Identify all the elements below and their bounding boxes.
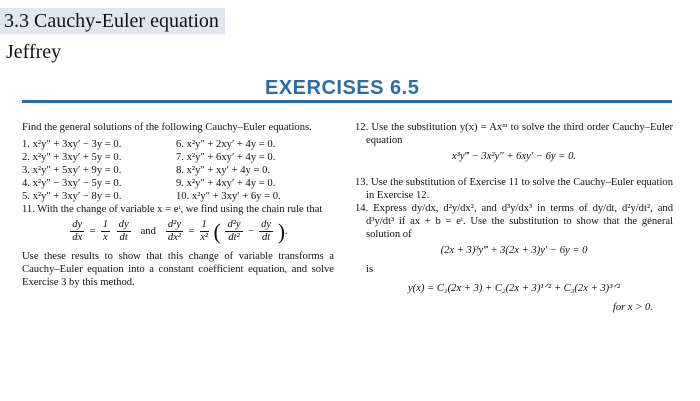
exercise-item: 6. x²y″ + 2xy′ + 4y = 0. bbox=[176, 139, 276, 150]
exercise-item: 10. x²y″ + 3xy′ + 6y = 0. bbox=[176, 191, 281, 202]
exercise-list-1-10 bbox=[22, 138, 334, 203]
exercise-item: 2. x²y″ + 3xy′ + 5y = 0. bbox=[22, 152, 122, 163]
exercise-row bbox=[22, 177, 334, 190]
exercise-row bbox=[22, 151, 334, 164]
fraction: $\frac{dy}{dt}$ bbox=[261, 219, 272, 243]
exercise-item: 3. x²y″ + 5xy′ + 9y = 0. bbox=[22, 165, 122, 176]
chain-rule-formula: $\frac{dy}{dx}$ = $\frac{1}{x}$ $\frac{dy}{dt}$ and $\frac{\text{d²y}}{\text{dx²}}$ = $\frac{1}{\text{x²}}$ ( $\frac{\text{d²y}}{\text{dt²}}$ − $\frac{dy}{dt}$ ). bbox=[72, 219, 288, 244]
exercise-11-continued: Use these results to show that this change of variable transforms a Cauchy–Euler equation into a constant coefficient equation, and solve Exercise 3 by this method. bbox=[22, 251, 334, 288]
fraction: $\frac{\text{d²y}}{\text{dt²}}$ bbox=[227, 219, 241, 243]
exercise-item: 5. x²y″ + 3xy′ − 8y = 0. bbox=[22, 191, 122, 202]
exercise-11: 11. With the change of variable x = eᵗ, we find using the chain rule that bbox=[22, 204, 323, 215]
fraction: $\frac{dy}{dt}$ bbox=[118, 219, 129, 243]
fraction: $\frac{\text{d²y}}{\text{dx²}}$ bbox=[167, 219, 182, 243]
left-column bbox=[22, 121, 334, 293]
exercise-row bbox=[22, 138, 334, 151]
exercise-item: 7. x²y″ + 6xy′ + 4y = 0. bbox=[176, 152, 276, 163]
fraction: $\frac{dy}{dx}$ bbox=[72, 219, 83, 243]
exercise-12: 12. Use the substitution y(x) = Axᵐ to solve the third order Cauchy–Euler equation bbox=[355, 122, 673, 146]
intro-text: Find the general solutions of the following Cauchy–Euler equations. bbox=[22, 122, 312, 133]
exercise-12-equation: x³y‴ − 3x²y″ + 6xy′ − 6y = 0. bbox=[451, 151, 577, 162]
exercise-item: 4. x²y″ − 3xy′ − 5y = 0. bbox=[22, 178, 122, 189]
exercise-item: 8. x²y″ + xy′ + 4y = 0. bbox=[176, 165, 271, 176]
solution-condition: for x > 0. bbox=[612, 302, 653, 313]
exercise-item: 9. x²y″ + 4xy′ + 4y = 0. bbox=[176, 178, 276, 189]
exercise-14: 14. Express dy/dx, d²y/dx², and d³y/dx³ in terms of dy/dt, d²y/dt², and d³y/dt³ if ax + b = eᵗ. Use the substitution to show that the general solution of bbox=[355, 203, 673, 240]
right-column bbox=[355, 121, 673, 314]
exercise-14-equation: (2x + 3)³y‴ + 3(2x + 3)y′ − 6y = 0 bbox=[440, 245, 588, 256]
exercise-13: 13. Use the substitution of Exercise 11 to solve the Cauchy–Euler equation in Exercise 12. bbox=[355, 177, 673, 201]
fraction: $\frac{1}{\text{x²}}$ bbox=[200, 219, 209, 243]
heading-rule bbox=[22, 100, 672, 103]
exercises-heading: EXERCISES 6.5 bbox=[265, 77, 420, 99]
exercise-row bbox=[22, 164, 334, 177]
exercise-row bbox=[22, 190, 334, 203]
exercise-item: 1. x²y″ + 3xy′ − 3y = 0. bbox=[22, 139, 122, 150]
fraction: $\frac{1}{x}$ bbox=[102, 219, 108, 243]
author-name: Jeffrey bbox=[6, 41, 62, 63]
is-text: is bbox=[366, 264, 374, 275]
general-solution: y(x) = C₁(2x + 3) + C₂(2x + 3)¹ᐟ² + C₃(2x + 3)³ᐟ² bbox=[407, 283, 621, 294]
section-title: 3.3 Cauchy-Euler equation bbox=[0, 8, 225, 34]
